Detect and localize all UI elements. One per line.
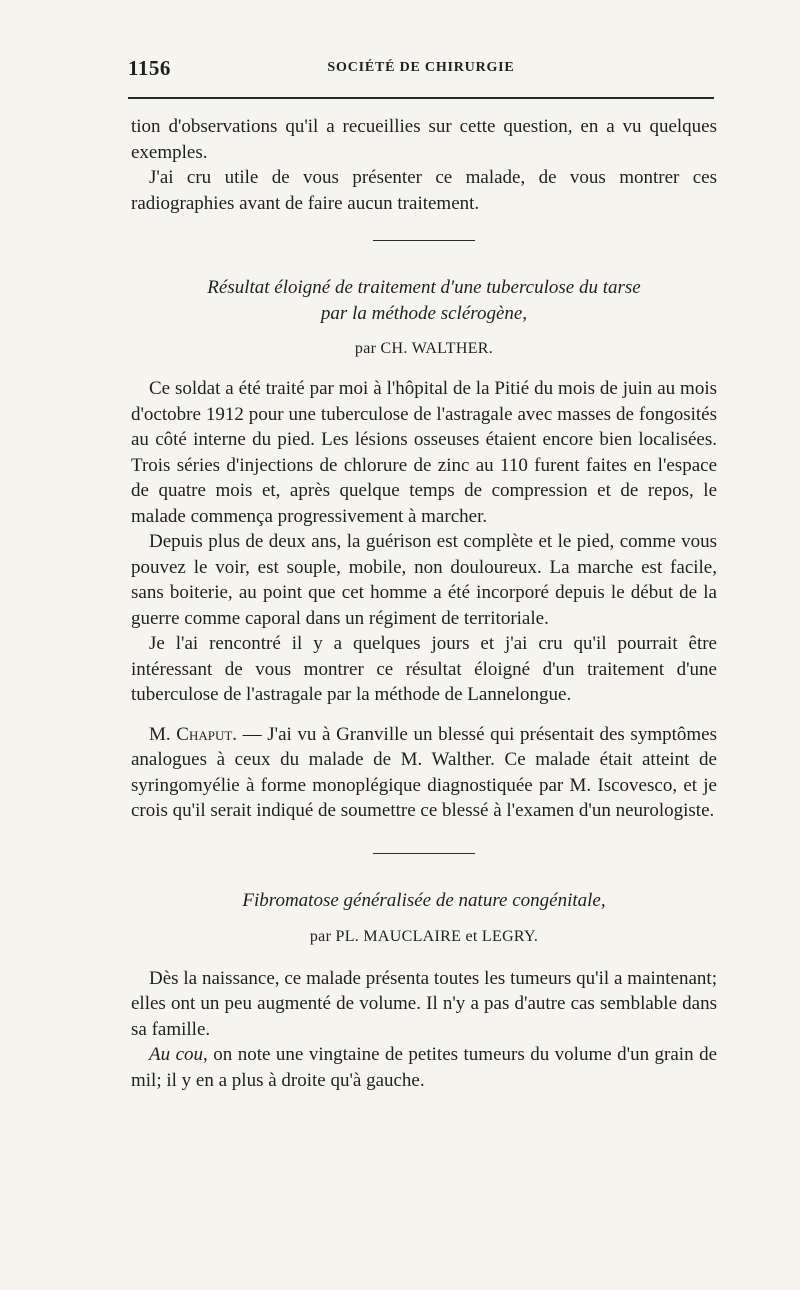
article2-paragraph-1: Dès la naissance, ce malade présenta toutes les tumeurs qu'il a maintenant; elles ont un peu augmenté de volume. Il n'y a pas d'autre cas semblable dans sa famille. <box>131 967 717 1040</box>
discussion-text: . — J'ai vu à Granville un blessé qui présentait des symptômes analogues à ceux du malade de M. Walther. Ce malade était atteint de syringomyélie à forme monoplégique diagnostiquée par M. Iscovesco, et je crois qu'il serait indiqué de soumettre ce blessé à l'examen d'un neurologiste. <box>131 723 717 821</box>
speaker-name: Chaput <box>176 723 233 745</box>
section-separator <box>373 853 475 854</box>
article1-title-line-1: Résultat éloigné de traitement d'une tuberculose du tarse <box>207 277 641 298</box>
discussion-paragraph <box>131 722 717 824</box>
intro-paragraph-1: tion d'observations qu'il a recueillies sur cette question, en a vu quelques exemples. <box>131 116 717 163</box>
article1-paragraph-3: Je l'ai rencontré il y a quelques jours et j'ai cru qu'il pourrait être intéressant de vous montrer ce résultat éloigné d'un traitement d'une tuberculose de l'astragale par la méthode de Lannelongue. <box>131 633 717 705</box>
header-rule <box>128 97 714 99</box>
article1-paragraph-2: Depuis plus de deux ans, la guérison est complète et le pied, comme vous pouvez le voir, est souple, mobile, non douloureux. La marche est facile, sans boiterie, au point que cet homme a été incorporé depuis le début de la guerre comme caporal dans un régiment de territoriale. <box>131 531 717 629</box>
article2-paragraph-2-text: , on note une vingtaine de petites tumeurs du volume d'un grain de mil; il y en a plus à droite qu'à gauche. <box>131 1044 717 1091</box>
intro-paragraph-2: J'ai cru utile de vous présenter ce malade, de vous montrer ces radiographies avant de faire aucun traitement. <box>131 167 717 214</box>
page-body <box>131 114 717 1093</box>
speaker-prefix: M. <box>149 723 177 745</box>
running-title: SOCIÉTÉ DE CHIRURGIE <box>327 60 515 75</box>
article2-title: Fibromatose généralisée de nature congénitale, <box>242 889 606 911</box>
article2-lead-term: Au cou <box>149 1044 204 1065</box>
page-number: 1156 <box>128 56 171 80</box>
article2-paragraph-2 <box>131 1042 717 1093</box>
article1-title <box>131 275 717 327</box>
article1-byline: par CH. WALTHER. <box>354 340 494 357</box>
article1-title-line-2: par la méthode sclérogène, <box>320 303 528 324</box>
article2-byline: par PL. MAUCLAIRE et LEGRY. <box>309 927 539 945</box>
article2-body <box>131 966 717 1094</box>
article1-paragraph-1: Ce soldat a été traité par moi à l'hôpital de la Pitié du mois de juin au mois d'octobre 1912 pour une tuberculose de l'astragale avec masses de fongosités au côté interne du pied. Les lésions osseuses étaient encore bien localisées. Trois séries d'injections de chlorure de zinc au 110 furent faites en l'espace de quatre mois et, après quelque temps de compression et de repos, le malade commença progressivement à marcher. <box>131 378 717 527</box>
page-header <box>128 56 714 86</box>
section-separator <box>373 240 475 241</box>
article1-body <box>131 376 717 708</box>
